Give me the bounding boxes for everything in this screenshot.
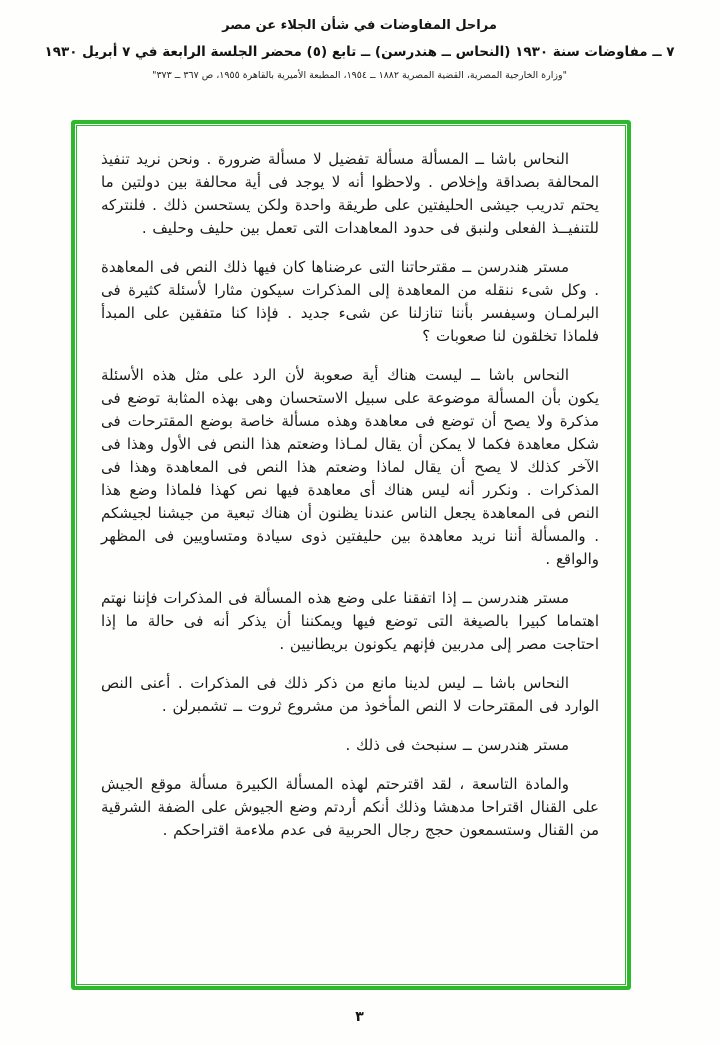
paragraph: النحاس باشا ــ ليست هناك أية صعوبة لأن الرد على مثل هذه الأسئلة يكون بأن المسألة موضوعة على سبيل الاستحسان وهى بهذه المثابة توضع فى مذكرة ولا يصح أن توضع فى معاهدة وهذه مسألة خاصة بوضع المقترحات فى شكل معاهدة فكما لا يمكن أن يقال لمـاذا وضعتم هذا النص فى الأول وهذا فى الآخر كذلك لا يصح أن يقال لماذا وضعتم هذا النص فى المعاهدة وهذا فى المذكرات . ونكرر أنه ليس هناك أى معاهدة فيها نص كهذا فلماذا وضع هذا النص فى المعاهدة يجعل الناس عندنا يظنون أن هناك تبعية من جيشنا لجيشكم . والمسألة أننا نريد معاهدة بين حليفتين ذوى سيادة ومتساويين فى المظهر والواقع . <box>101 366 599 568</box>
paragraph: النحاس باشا ــ ليس لدينا مانع من ذكر ذلك فى المذكرات . أعنى النص الوارد فى المقترحات لا النص المأخوذ من مشروع ثروت ــ تشمبرلن . <box>101 674 599 715</box>
paragraph: مستر هندرسن ــ مقترحاتنا التى عرضناها كان فيها ذلك النص فى المعاهدة . وكل شىء ننقله من المعاهدة إلى المذكرات سيكون مثارا لأسئلة كثيرة فى البرلمـان وسيفسر بأننا تنازلنا عن شىء جديد . فإذا كنا متفقين على المبدأ فلماذا تخلقون لنا صعوبات ؟ <box>101 258 599 345</box>
page-header <box>0 0 719 81</box>
document-source-citation: "وزارة الخارجية المصرية، القضية المصرية ١٨٨٢ ــ ١٩٥٤، المطبعة الأميرية بالقاهرة ١٩٥٥، ص ٣٦٧ ــ ٣٧٣" <box>152 70 567 81</box>
document-subtitle: ٧ ــ مفاوضات سنة ١٩٣٠ (النحاس ــ هندرسن) ــ تابع (٥) محضر الجلسة الرابعة في ٧ أبريل ١٩٣٠ <box>44 44 675 60</box>
paragraph: مستر هندرسن ــ سنبحث فى ذلك . <box>345 736 569 754</box>
paragraph: النحاس باشا ــ المسألة مسألة تفضيل لا مسألة ضرورة . ونحن نريد تنفيذ المحالفة بصداقة وإخلاص . ولاحظوا أنه لا يوجد فى أية محالفة بين دولتين ما يحتم تدريب جيشى الحليفتين على طريقة واحدة ولكن يستحسن ذلك . فلنتركه للتنفيــذ الفعلى ولنبق فى حدود المعاهدات التى تعمل بين حليف وحليف . <box>101 150 599 237</box>
paragraph: والمادة التاسعة ، لقد اقترحتم لهذه المسألة الكبيرة مسألة موقع الجيش على القنال اقتراحا مدهشا وذلك أنكم أردتم وضع الجيوش على الضفة الشرقية من القنال وستسمعون حجج رجال الحربية فى عدم ملاءمة اقتراحكم . <box>101 775 599 839</box>
document-body <box>101 148 599 842</box>
page-number: ٣ <box>355 1009 364 1025</box>
document-title: مراحل المفاوضات في شأن الجلاء عن مصر <box>222 18 497 33</box>
paragraph: مستر هندرسن ــ إذا اتفقنا على وضع هذه المسألة فى المذكرات فإننا نهتم اهتماما كبيرا بالصيغة التى توضع فيها ويمكننا أن يذكر أنه فى حالة ما إذا احتاجت مصر إلى مدربين فإنهم يكونون بريطانيين . <box>101 589 599 653</box>
green-text-frame <box>71 120 631 990</box>
